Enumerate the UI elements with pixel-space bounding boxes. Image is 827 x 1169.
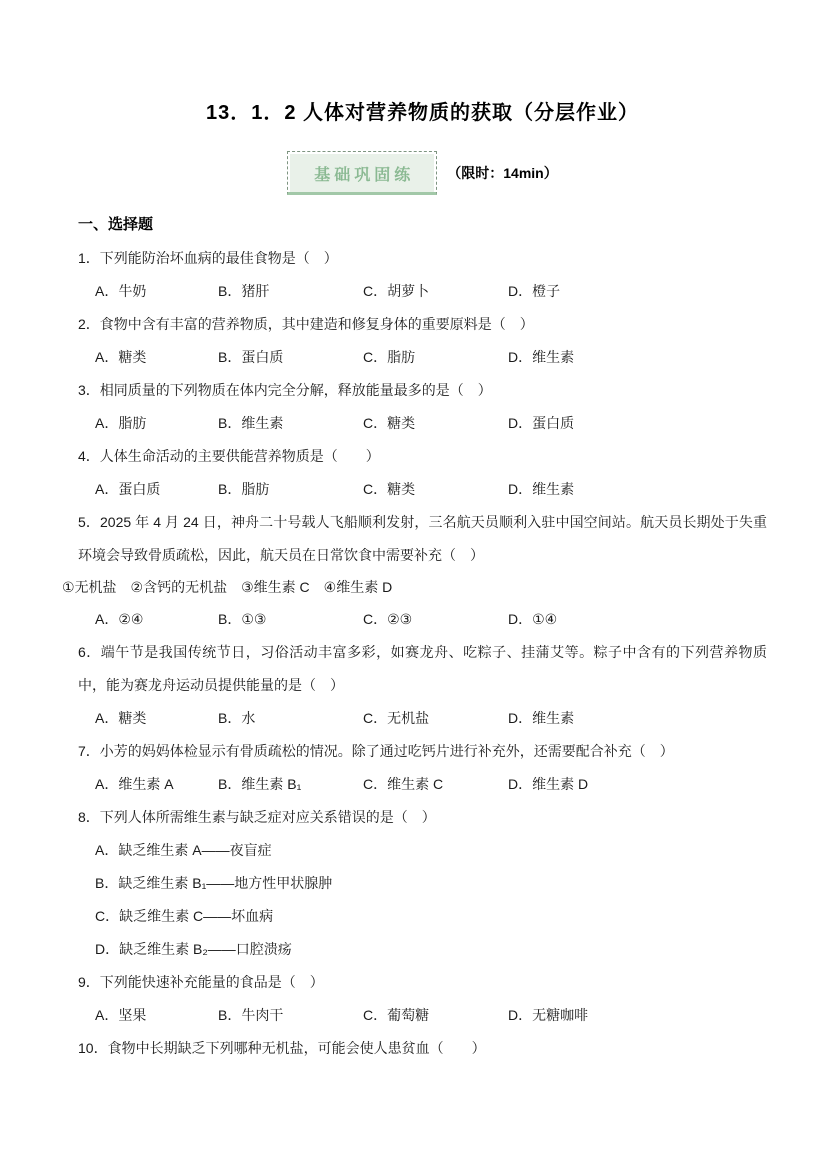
option-a: A．维生素 A — [95, 776, 174, 792]
badge-row — [78, 146, 767, 200]
option-b: B．蛋白质 — [218, 349, 284, 365]
option-b: B．维生素 — [218, 415, 284, 431]
option-d: D．①④ — [508, 611, 558, 627]
question-options — [95, 603, 767, 636]
option-a: A．蛋白质 — [95, 481, 161, 497]
question-options — [95, 473, 767, 506]
question-stem: 6．端午节是我国传统节日，习俗活动丰富多彩，如赛龙舟、吃粽子、挂蒲艾等。粽子中含有的下列营养物质中，能为赛龙舟运动员提供能量的是（ ） — [78, 644, 767, 693]
question-stem: 1．下列能防治坏血病的最佳食物是（ ） — [78, 250, 338, 266]
option-d: D．维生素 — [508, 481, 575, 497]
question-options — [95, 275, 767, 308]
option-b: B．缺乏维生素 B₁——地方性甲状腺肿 — [95, 875, 333, 891]
question-2 — [78, 308, 767, 374]
badge-label: 基础巩固练 — [290, 154, 434, 192]
question-4 — [78, 440, 767, 506]
option-c: C．糖类 — [363, 415, 416, 431]
option-d: D．蛋白质 — [508, 415, 575, 431]
option-c: C．维生素 C — [363, 776, 444, 792]
question-stem: 8．下列人体所需维生素与缺乏症对应关系错误的是（ ） — [78, 809, 436, 825]
question-8 — [78, 801, 767, 966]
option-c: C．胡萝卜 — [363, 283, 430, 299]
option-b: B．脂肪 — [218, 481, 270, 497]
option-d: D．维生素 D — [508, 776, 589, 792]
question-7 — [78, 735, 767, 801]
option-c: C．葡萄糖 — [363, 1007, 430, 1023]
question-stem: 9．下列能快速补充能量的食品是（ ） — [78, 974, 324, 990]
question-5 — [62, 506, 767, 636]
option-a: A．缺乏维生素 A——夜盲症 — [95, 842, 272, 858]
section-heading-choice: 一、选择题 — [78, 216, 154, 233]
question-options — [95, 768, 767, 801]
question-6 — [78, 636, 767, 735]
option-c: C．无机盐 — [363, 710, 430, 726]
question-9 — [78, 966, 767, 1032]
question-3 — [78, 374, 767, 440]
question-numbered-items: ①无机盐 ②含钙的无机盐 ③维生素 C ④维生素 D — [62, 579, 393, 595]
question-options — [95, 407, 767, 440]
option-b: B．维生素 B₁ — [218, 776, 302, 792]
option-c: C．②③ — [363, 611, 413, 627]
option-c: C．糖类 — [363, 481, 416, 497]
option-b: B．①③ — [218, 611, 267, 627]
question-stem: 4．人体生命活动的主要供能营养物质是（ ） — [78, 448, 380, 464]
practice-level-badge — [287, 151, 437, 195]
option-d: D．维生素 — [508, 710, 575, 726]
option-b: B．水 — [218, 710, 256, 726]
option-a: A．②④ — [95, 611, 144, 627]
question-options — [95, 999, 767, 1032]
question-10 — [78, 1032, 767, 1065]
question-stem: 5．2025 年 4 月 24 日，神舟二十号载人飞船顺利发射，三名航天员顺利入驻中国空间站。航天员长期处于失重环境会导致骨质疏松，因此，航天员在日常饮食中需要补充（ ） — [78, 514, 767, 563]
question-options — [95, 702, 767, 735]
question-options — [95, 341, 767, 374]
option-a: A．脂肪 — [95, 415, 147, 431]
option-a: A．糖类 — [95, 710, 147, 726]
option-d: D．缺乏维生素 B₂——口腔溃疡 — [95, 941, 292, 957]
option-d: D．橙子 — [508, 283, 561, 299]
question-stem: 3．相同质量的下列物质在体内完全分解，释放能量最多的是（ ） — [78, 382, 492, 398]
option-d: D．维生素 — [508, 349, 575, 365]
option-b: B．猪肝 — [218, 283, 270, 299]
time-limit-label: （限时：14min） — [447, 165, 558, 181]
question-options-vertical — [95, 834, 767, 966]
option-b: B．牛肉干 — [218, 1007, 284, 1023]
option-a: A．牛奶 — [95, 283, 147, 299]
page-title: 13．1．2 人体对营养物质的获取（分层作业） — [205, 102, 640, 124]
option-c: C．脂肪 — [363, 349, 416, 365]
question-stem: 2．食物中含有丰富的营养物质，其中建造和修复身体的重要原料是（ ） — [78, 316, 534, 332]
option-c: C．缺乏维生素 C——坏血病 — [95, 908, 274, 924]
option-d: D．无糖咖啡 — [508, 1007, 589, 1023]
option-a: A．糖类 — [95, 349, 147, 365]
question-1 — [78, 242, 767, 308]
question-stem: 7．小芳的妈妈体检显示有骨质疏松的情况。除了通过吃钙片进行补充外，还需要配合补充（ ） — [78, 743, 674, 759]
question-stem: 10．食物中长期缺乏下列哪种无机盐，可能会使人患贫血（ ） — [78, 1040, 486, 1056]
option-a: A．坚果 — [95, 1007, 147, 1023]
